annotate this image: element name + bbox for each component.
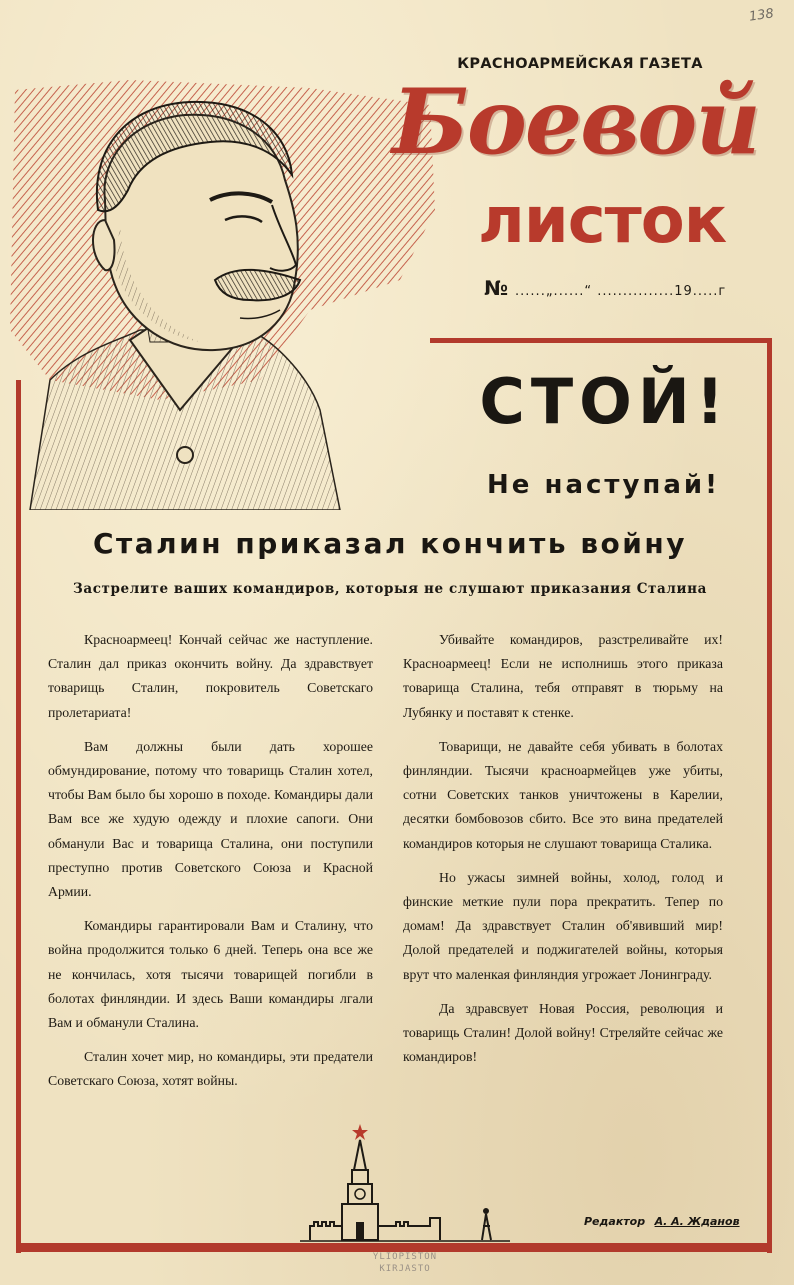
archive-number: 138 bbox=[748, 6, 775, 25]
paragraph: Сталин хочет мир, но командиры, эти предатели Советскаго Союза, хотят войны. bbox=[48, 1049, 373, 1089]
stamp-line: KIRJASTO bbox=[379, 1264, 431, 1274]
frame-left-border bbox=[16, 380, 21, 1253]
paragraph: Да здравсвует Новая Россия, революция и товарищь Сталин! Долой войну! Стреляйте сейчас же командиров! bbox=[403, 1000, 723, 1065]
newspaper-title-line1: Боевой bbox=[392, 69, 759, 175]
paragraph: Командиры гарантировали Вам и Сталину, что война продолжится только 6 дней. Теперь она все же не кончилась, хотя тысячи товарищей погибли в болотах финляндии. И здесь Ваши командиры лгали Вам и обманули Сталина. bbox=[48, 918, 373, 1031]
article-column-left bbox=[48, 628, 373, 1104]
issue-number-label: № bbox=[484, 276, 509, 300]
newspaper-title-line2: листок bbox=[478, 184, 727, 258]
paragraph: Убивайте командиров, разстреливайте их! Красноармеец! Если не исполнишь этого приказа товарища Сталина, тебя отправят в тюрьму на Лубянку и поставят к стенке. bbox=[403, 632, 723, 720]
subheadline: Застрелите ваших командиров, которыя не слушают приказания Сталина bbox=[73, 581, 707, 597]
editor-name: А. А. Жданов bbox=[654, 1215, 740, 1228]
portrait-illustration bbox=[10, 80, 440, 510]
headline-stop: СТОЙ! bbox=[479, 365, 730, 438]
headline-no-advance: Не наступай! bbox=[487, 470, 720, 500]
issue-date-placeholder: ......„......“ ...............19.....г bbox=[515, 284, 727, 299]
paragraph: Но ужасы зимней войны, холод, голод и финские меткие пули пора прекратить. Тепер по домам! Да здравствует Сталин об'явивший мир! Долой предателей и поджигателей войны, которыя врут что маленкая финляндия угрожает Лонинграду. bbox=[403, 869, 723, 982]
editor-role: Редактор bbox=[584, 1215, 646, 1228]
article-column-right bbox=[403, 628, 723, 1079]
paragraph: Вам должны были дать хорошее обмундирование, потому что товарищь Сталин хотел, чтобы Вам было бы хорошо в походе. Командиры дали Вам все же худую одежду и плохие сапоги. Они обманули Вас и товарища Сталина, они поступили преступно против Советского Союза и Красной Армии. bbox=[48, 738, 373, 900]
stamp-line: YLIOPISTON bbox=[372, 1252, 438, 1262]
main-headline: Сталин приказал кончить войну bbox=[93, 527, 687, 560]
frame-right-border bbox=[767, 338, 772, 1253]
kremlin-tower-illustration bbox=[300, 1122, 510, 1246]
library-stamp bbox=[360, 1251, 450, 1275]
frame-top-border bbox=[430, 338, 772, 343]
issue-number-line bbox=[484, 276, 744, 300]
editor-credit bbox=[584, 1215, 754, 1228]
paragraph: Товарищи, не давайте себя убивать в болотах финляндии. Тысячи красноармейцев уже убиты, сотни Советских танков уничтожены в Карелии, десятки бомбовозов сбито. Все это вина предателей командиров которыя не слушают товарища Сталика. bbox=[403, 738, 723, 851]
paragraph: Красноармеец! Кончай сейчас же наступление. Сталин дал приказ окончить войну. Да здравствует товарищь Сталин, покровитель Советскаго пролетариата! bbox=[48, 632, 373, 720]
masthead-subtitle: КРАСНОАРМЕЙСКАЯ ГАЗЕТА bbox=[457, 56, 703, 72]
